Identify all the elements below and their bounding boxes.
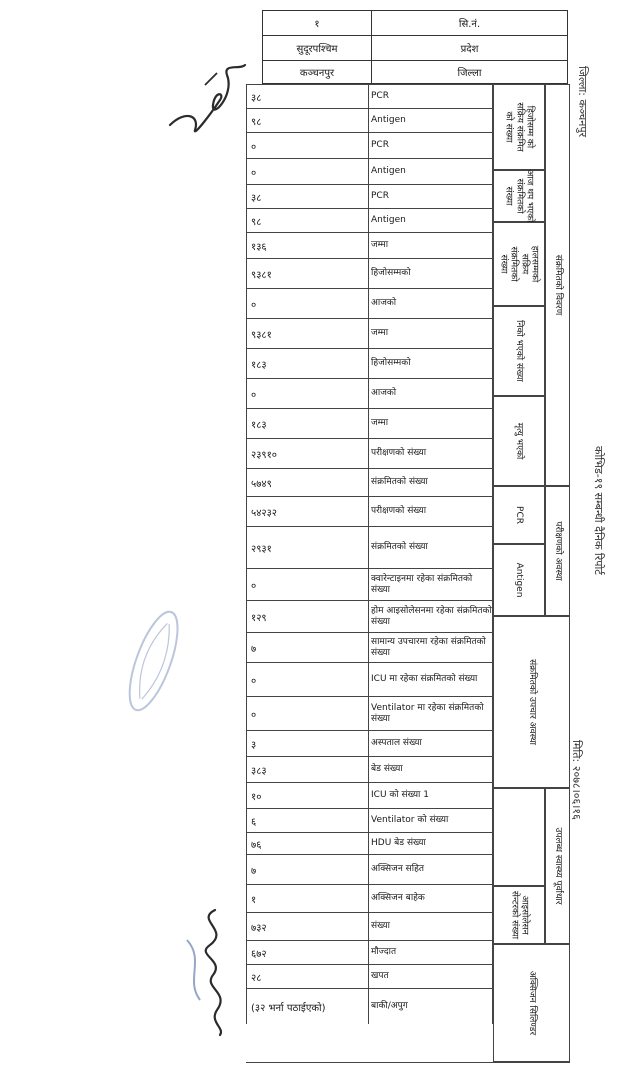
table-bottom-border — [246, 1062, 570, 1063]
group-deaths — [493, 396, 545, 486]
row-value: १३६ — [246, 233, 369, 258]
table-row — [246, 730, 493, 756]
group-recovered-label: निको भएको संख्या — [514, 320, 525, 382]
table-row — [246, 378, 493, 408]
row-value: १० — [246, 783, 369, 808]
row-label: बाकी/अपुग — [369, 989, 493, 1024]
group-antigen — [493, 544, 545, 616]
table-row — [246, 184, 493, 208]
row-value: ० — [246, 379, 369, 408]
row-label: अक्सिजन सहित — [369, 855, 493, 884]
group-pcr-label: PCR — [514, 506, 525, 524]
row-value: ९८ — [246, 109, 369, 132]
group-test-status — [545, 486, 570, 616]
row-value: ० — [246, 159, 369, 184]
group-antigen-label: Antigen — [514, 562, 525, 598]
row-label: Ventilator को संख्या — [369, 809, 493, 832]
row-value: १८३ — [246, 409, 369, 438]
group-infection-details-label: संक्रमितको विवरण — [552, 254, 563, 316]
table-row — [246, 258, 493, 288]
row-value: १२९ — [246, 601, 369, 632]
row-value: ७३२ — [246, 913, 369, 940]
row-value: ३ — [246, 731, 369, 756]
row-value: ६ — [246, 809, 369, 832]
table-row — [246, 696, 493, 730]
group-recovered — [493, 306, 545, 396]
office-stamp-mark — [116, 602, 191, 719]
table-row — [246, 438, 493, 468]
row-label: ICU मा रहेका संक्रमितको संख्या — [369, 663, 493, 696]
table-row — [246, 568, 493, 600]
office-stamp — [116, 602, 194, 720]
row-value: ० — [246, 289, 369, 318]
row-value: ० — [246, 697, 369, 730]
group-active-yesterday — [493, 84, 545, 170]
row-value: ५४२३२ — [246, 497, 369, 526]
district-label: जिल्ला — [371, 60, 568, 84]
row-label: ICU को संख्या 1 — [369, 783, 493, 808]
table-row — [246, 808, 493, 832]
group-oxygen-cylinder-label: अक्सिजन सिलिण्डर — [526, 970, 537, 1036]
table-row — [246, 318, 493, 348]
table-row — [246, 208, 493, 232]
table-row — [246, 662, 493, 696]
table-row — [246, 912, 493, 940]
report-date: मिति: २०७८।०६।१६ — [570, 740, 583, 820]
group-health-infra — [545, 788, 570, 944]
table-row — [246, 854, 493, 884]
group-confirmed-today-label: आज थप भएको संक्रमितको संख्या — [503, 169, 535, 223]
sn-label: सि.नं. — [371, 10, 568, 36]
group-isolation-centers — [493, 886, 545, 944]
group-pcr — [493, 486, 545, 544]
table-row — [246, 158, 493, 184]
row-value: ७६ — [246, 833, 369, 854]
row-label: जम्मा — [369, 233, 493, 258]
row-value: २८ — [246, 965, 369, 988]
row-label: PCR — [369, 133, 493, 158]
table-row — [246, 832, 493, 854]
district-side-label: जिल्ला: कञ्चनपुर — [576, 66, 589, 138]
group-treatment-status-label: संक्रमितको उपचार अवस्था — [526, 659, 537, 745]
row-label: परीक्षणको संख्या — [369, 439, 493, 468]
row-label: अस्पताल संख्या — [369, 731, 493, 756]
row-label: हिजोसम्मको — [369, 259, 493, 288]
row-value: ० — [246, 569, 369, 600]
row-label: संक्रमितको संख्या — [369, 469, 493, 496]
row-value: ६७२ — [246, 941, 369, 964]
signature-top — [165, 55, 255, 145]
table-row — [246, 288, 493, 318]
row-label: अक्सिजन बाहेक — [369, 885, 493, 912]
district-value: कञ्चनपुर — [262, 60, 372, 84]
row-label: संख्या — [369, 913, 493, 940]
group-infection-details — [545, 84, 570, 486]
sn-value: १ — [262, 10, 372, 36]
row-label: जम्मा — [369, 319, 493, 348]
row-label: Antigen — [369, 109, 493, 132]
row-label: आजको — [369, 289, 493, 318]
table-row — [246, 496, 493, 526]
row-value: १ — [246, 885, 369, 912]
row-value: ५७४९ — [246, 469, 369, 496]
row-label: परीक्षणको संख्या — [369, 497, 493, 526]
table-row — [246, 108, 493, 132]
group-active-today-label: हालसम्मको सक्रिय संक्रमितको संख्या — [498, 245, 540, 283]
row-label: Antigen — [369, 159, 493, 184]
row-value: (३२ भर्ना पठाईएको) — [246, 989, 369, 1024]
group-test-status-label: परीक्षणको अवस्था — [552, 521, 563, 581]
table-row — [246, 988, 493, 1024]
table-row — [246, 964, 493, 988]
row-label: बेड संख्या — [369, 757, 493, 782]
table-row — [246, 84, 493, 108]
row-value: ७ — [246, 855, 369, 884]
table-row — [246, 756, 493, 782]
group-deaths-label: मृत्यु भएको — [514, 422, 525, 460]
table-row — [246, 600, 493, 632]
province-value: सुदूरपश्चिम — [262, 35, 372, 61]
table-row — [246, 468, 493, 496]
row-label: HDU बेड संख्या — [369, 833, 493, 854]
row-label: Antigen — [369, 209, 493, 232]
table-row — [246, 940, 493, 964]
group-confirmed-today — [493, 170, 545, 222]
row-value: ३८ — [246, 185, 369, 208]
row-label: खपत — [369, 965, 493, 988]
row-label: PCR — [369, 85, 493, 108]
row-label: मौज्दात — [369, 941, 493, 964]
row-label: PCR — [369, 185, 493, 208]
table-row — [246, 526, 493, 568]
row-value: ९३८१ — [246, 319, 369, 348]
row-value: २९३१ — [246, 527, 369, 568]
row-label: सामान्य उपचारमा रहेका संक्रमितको संख्या — [369, 633, 493, 662]
row-value: ३८ — [246, 85, 369, 108]
row-label: हिजोसम्मको — [369, 349, 493, 378]
row-label: संक्रमितको संख्या — [369, 527, 493, 568]
table-row — [246, 782, 493, 808]
row-value: १८३ — [246, 349, 369, 378]
signature-bottom — [175, 900, 245, 1040]
table-row — [246, 132, 493, 158]
row-label: Ventilator मा रहेका संक्रमितको संख्या — [369, 697, 493, 730]
table-row — [246, 632, 493, 662]
row-value: ९३८१ — [246, 259, 369, 288]
table-row — [246, 408, 493, 438]
row-label: जम्मा — [369, 409, 493, 438]
row-label: आजको — [369, 379, 493, 408]
group-active-today — [493, 222, 545, 306]
group-treatment-status — [493, 616, 570, 788]
report-title: कोभिड-१९ सम्बन्धी दैनिक रिपोर्ट — [592, 446, 605, 575]
group-health-infra-fill — [493, 788, 545, 886]
table-row — [246, 232, 493, 258]
row-value: ० — [246, 133, 369, 158]
row-value: ९८ — [246, 209, 369, 232]
row-value: ० — [246, 663, 369, 696]
group-isolation-centers-label: आइसोलेसन सेन्टरको संख्या — [509, 890, 530, 940]
province-label: प्रदेश — [371, 35, 568, 61]
row-label: होम आइसोलेसनमा रहेका संक्रमितको संख्या — [369, 601, 493, 632]
group-health-infra-label: उपलब्ध स्वास्थ्य पूर्वाधार — [552, 827, 563, 905]
row-value: २३९१० — [246, 439, 369, 468]
report-table — [246, 6, 571, 1068]
table-row — [246, 884, 493, 912]
row-value: ३८३ — [246, 757, 369, 782]
group-active-yesterday-label: हिजोसम्म को सक्रिय संक्रमित को संख्या — [503, 102, 535, 152]
row-label: क्वारेन्टाइनमा रहेका संक्रमितको संख्या — [369, 569, 493, 600]
row-value: ७ — [246, 633, 369, 662]
group-oxygen-cylinder — [493, 944, 570, 1062]
table-row — [246, 348, 493, 378]
